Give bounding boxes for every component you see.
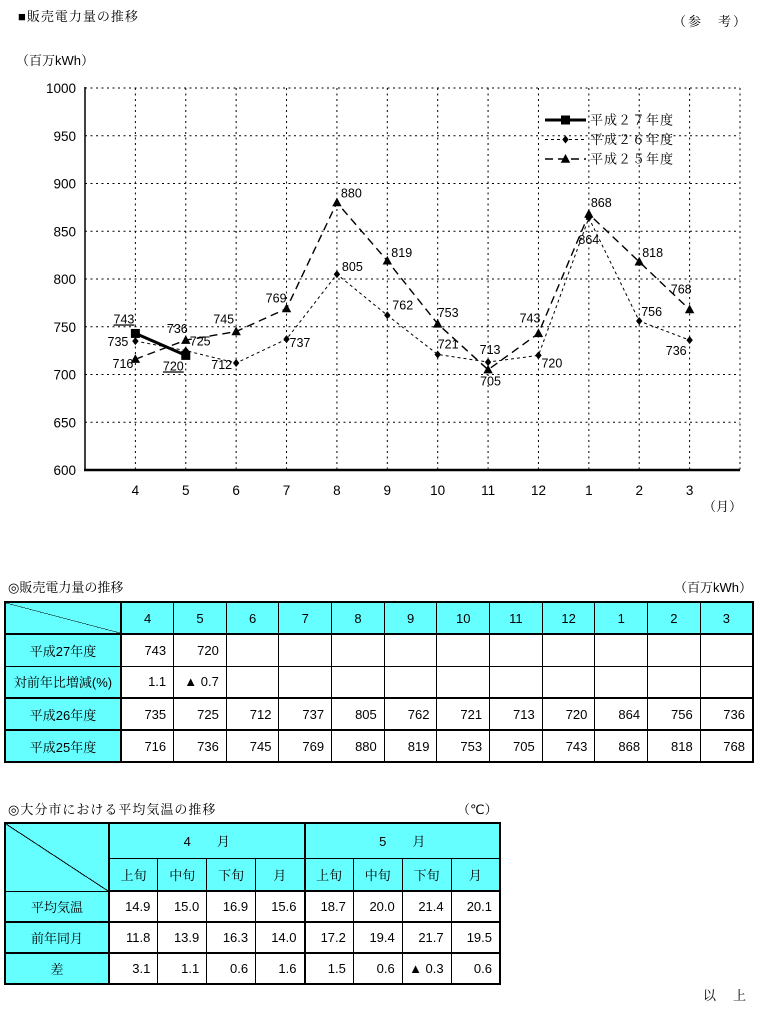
table2-sub-header: 中旬 bbox=[158, 858, 207, 891]
table1-cell bbox=[226, 634, 279, 666]
table2-sub-header: 月 bbox=[451, 858, 500, 891]
table2-row bbox=[5, 953, 500, 984]
table2-cell: 16.3 bbox=[207, 922, 256, 953]
table1-cell: 819 bbox=[384, 730, 437, 762]
table1-cell bbox=[490, 634, 543, 666]
diamond-marker bbox=[132, 337, 138, 345]
table1-header-row bbox=[5, 602, 753, 634]
table1-cell: 769 bbox=[279, 730, 332, 762]
table2-row bbox=[5, 891, 500, 922]
svg-text:753: 753 bbox=[437, 305, 459, 320]
table1-cell: 756 bbox=[648, 698, 701, 730]
reference-note: （参 考） bbox=[672, 14, 748, 29]
diamond-marker bbox=[686, 336, 692, 344]
table1-col-header: 10 bbox=[437, 602, 490, 634]
table2-cell: 11.8 bbox=[109, 922, 158, 953]
triangle-marker bbox=[534, 328, 543, 337]
table2-cell: ▲ 0.3 bbox=[402, 953, 451, 984]
table1-cell bbox=[595, 634, 648, 666]
table2-cell: 20.1 bbox=[451, 891, 500, 922]
svg-text:700: 700 bbox=[53, 367, 76, 383]
diamond-marker bbox=[233, 359, 239, 367]
triangle-marker bbox=[231, 327, 240, 336]
legend-item bbox=[545, 113, 674, 128]
table1-cell: 1.1 bbox=[121, 666, 174, 698]
table1-col-header: 3 bbox=[700, 602, 753, 634]
svg-text:743: 743 bbox=[113, 312, 135, 327]
table1-row-label: 対前年比増減(%) bbox=[5, 666, 121, 698]
table2-group-header-row bbox=[5, 823, 500, 858]
table2-cell: 14.0 bbox=[256, 922, 305, 953]
table1-cell: 720 bbox=[174, 634, 227, 666]
table2-sub-header: 下旬 bbox=[402, 858, 451, 891]
table1-cell bbox=[700, 666, 753, 698]
table1-cell: 736 bbox=[174, 730, 227, 762]
table1-cell bbox=[384, 666, 437, 698]
chart-unit-label: （百万kWh） bbox=[16, 53, 95, 68]
table1-cell bbox=[542, 666, 595, 698]
diamond-marker bbox=[434, 350, 440, 358]
table1-cell bbox=[595, 666, 648, 698]
table1-cell: 805 bbox=[332, 698, 385, 730]
svg-text:769: 769 bbox=[265, 291, 287, 306]
table2-cell: 0.6 bbox=[207, 953, 256, 984]
table1-col-header: 12 bbox=[542, 602, 595, 634]
table1-row-label: 平成26年度 bbox=[5, 698, 121, 730]
table1-cell bbox=[332, 666, 385, 698]
table2-cell: 19.4 bbox=[353, 922, 402, 953]
table1-col-header: 5 bbox=[174, 602, 227, 634]
table2-cell: 0.6 bbox=[353, 953, 402, 984]
table1-cell: 880 bbox=[332, 730, 385, 762]
legend-item bbox=[545, 132, 674, 147]
table1-cell: 818 bbox=[648, 730, 701, 762]
svg-text:600: 600 bbox=[53, 463, 76, 478]
svg-text:716: 716 bbox=[112, 357, 134, 372]
table1-row-label: 平成27年度 bbox=[5, 634, 121, 666]
table1-cell: ▲ 0.7 bbox=[174, 666, 227, 698]
table1-col-header: 9 bbox=[384, 602, 437, 634]
table2-cell: 14.9 bbox=[109, 891, 158, 922]
svg-text:11: 11 bbox=[481, 483, 496, 498]
triangle-marker bbox=[685, 305, 694, 314]
table1-cell: 720 bbox=[542, 698, 595, 730]
table1-cell bbox=[279, 634, 332, 666]
table1-cell: 713 bbox=[490, 698, 543, 730]
svg-text:800: 800 bbox=[53, 272, 76, 287]
diamond-marker bbox=[384, 311, 390, 319]
svg-text:平成２５年度: 平成２５年度 bbox=[590, 151, 675, 167]
table2-cell: 3.1 bbox=[109, 953, 158, 984]
svg-text:805: 805 bbox=[341, 260, 363, 275]
table1-cell: 716 bbox=[121, 730, 174, 762]
svg-text:762: 762 bbox=[392, 298, 414, 313]
table1-row bbox=[5, 634, 753, 666]
svg-text:950: 950 bbox=[53, 128, 76, 144]
table1-col-header: 11 bbox=[490, 602, 543, 634]
svg-text:768: 768 bbox=[670, 282, 692, 297]
svg-text:1000: 1000 bbox=[45, 81, 76, 96]
table1-unit-label: （百万kWh） bbox=[673, 580, 752, 595]
table2-cell: 0.6 bbox=[451, 953, 500, 984]
table1-cell: 735 bbox=[121, 698, 174, 730]
table1-cell bbox=[437, 634, 490, 666]
svg-text:平成２７年度: 平成２７年度 bbox=[590, 112, 675, 128]
table2-cell: 17.2 bbox=[305, 922, 354, 953]
svg-text:819: 819 bbox=[391, 245, 413, 260]
table1-col-header: 1 bbox=[595, 602, 648, 634]
table1-cell: 736 bbox=[700, 698, 753, 730]
table1-cell bbox=[226, 666, 279, 698]
table1-cell bbox=[384, 634, 437, 666]
svg-text:平成２６年度: 平成２６年度 bbox=[590, 132, 675, 147]
svg-text:713: 713 bbox=[479, 343, 501, 358]
table1-cell bbox=[648, 634, 701, 666]
legend-item bbox=[545, 152, 674, 167]
svg-text:650: 650 bbox=[53, 415, 76, 431]
table2-row-label: 差 bbox=[5, 953, 109, 984]
svg-text:（月）: （月） bbox=[703, 499, 743, 514]
svg-text:736: 736 bbox=[166, 322, 188, 337]
svg-text:743: 743 bbox=[519, 311, 541, 326]
table1-col-header: 2 bbox=[648, 602, 701, 634]
table2-row bbox=[5, 922, 500, 953]
table2-cell: 1.6 bbox=[256, 953, 305, 984]
table2-row-label: 前年同月 bbox=[5, 922, 109, 953]
table1-cell: 864 bbox=[595, 698, 648, 730]
table1-cell bbox=[332, 634, 385, 666]
electricity-sales-table bbox=[4, 601, 754, 763]
table1-cell bbox=[542, 634, 595, 666]
diamond-marker bbox=[334, 270, 340, 278]
square-marker bbox=[561, 116, 570, 125]
square-marker bbox=[131, 329, 140, 338]
table1-row bbox=[5, 666, 753, 698]
table2-sub-header: 上旬 bbox=[109, 858, 158, 891]
table1-cell: 743 bbox=[542, 730, 595, 762]
table1-cell bbox=[648, 666, 701, 698]
svg-text:8: 8 bbox=[333, 483, 341, 498]
table1-cell: 737 bbox=[279, 698, 332, 730]
svg-text:750: 750 bbox=[53, 319, 76, 335]
table2-row-label: 平均気温 bbox=[5, 891, 109, 922]
svg-text:721: 721 bbox=[437, 337, 459, 352]
table1-cell: 768 bbox=[700, 730, 753, 762]
svg-text:712: 712 bbox=[211, 358, 233, 373]
table2-cell: 16.9 bbox=[207, 891, 256, 922]
table1-cell: 712 bbox=[226, 698, 279, 730]
table2-title: ◎大分市における平均気温の推移 bbox=[8, 802, 217, 817]
svg-text:4: 4 bbox=[131, 483, 140, 498]
table1-row-label: 平成25年度 bbox=[5, 730, 121, 762]
svg-text:864: 864 bbox=[578, 232, 600, 247]
table1-col-header: 4 bbox=[121, 602, 174, 634]
table1-row bbox=[5, 698, 753, 730]
svg-text:880: 880 bbox=[340, 186, 362, 201]
table2-cell: 18.7 bbox=[305, 891, 354, 922]
table1-cell: 721 bbox=[437, 698, 490, 730]
svg-text:720: 720 bbox=[541, 356, 563, 371]
table2-unit-label: （℃） bbox=[457, 802, 498, 817]
table1-cell: 705 bbox=[490, 730, 543, 762]
table1-cell: 868 bbox=[595, 730, 648, 762]
svg-text:725: 725 bbox=[189, 334, 211, 349]
table2-month-group-header: 5 月 bbox=[305, 823, 501, 858]
svg-text:818: 818 bbox=[642, 245, 664, 260]
svg-text:6: 6 bbox=[232, 483, 240, 498]
svg-text:12: 12 bbox=[530, 483, 546, 498]
table1-row bbox=[5, 730, 753, 762]
table1-col-header: 8 bbox=[332, 602, 385, 634]
closing-note: 以 上 bbox=[702, 988, 748, 1003]
table1-cell bbox=[279, 666, 332, 698]
svg-text:2: 2 bbox=[635, 483, 643, 498]
table1-cell: 762 bbox=[384, 698, 437, 730]
table2-sub-header: 下旬 bbox=[207, 858, 256, 891]
diamond-marker bbox=[562, 136, 568, 144]
table1-cell bbox=[700, 634, 753, 666]
table2-corner-cell bbox=[5, 823, 109, 891]
table2-sub-header: 上旬 bbox=[305, 858, 354, 891]
svg-text:736: 736 bbox=[665, 344, 687, 359]
chart-title: ■販売電力量の推移 bbox=[18, 9, 139, 24]
table2-cell: 20.0 bbox=[353, 891, 402, 922]
table2-cell: 21.7 bbox=[402, 922, 451, 953]
table1-cell: 753 bbox=[437, 730, 490, 762]
table1-cell: 745 bbox=[226, 730, 279, 762]
svg-text:5: 5 bbox=[182, 483, 190, 498]
svg-text:1: 1 bbox=[585, 483, 593, 498]
svg-text:737: 737 bbox=[289, 336, 311, 351]
triangle-marker bbox=[584, 209, 593, 218]
table2-sub-header: 中旬 bbox=[353, 858, 402, 891]
table2-cell: 19.5 bbox=[451, 922, 500, 953]
table2-sub-header: 月 bbox=[256, 858, 305, 891]
table1-cell bbox=[490, 666, 543, 698]
table2-cell: 1.1 bbox=[158, 953, 207, 984]
table2-month-group-header: 4 月 bbox=[109, 823, 305, 858]
table2-cell: 21.4 bbox=[402, 891, 451, 922]
svg-text:756: 756 bbox=[641, 305, 663, 320]
svg-text:705: 705 bbox=[480, 374, 501, 389]
svg-text:3: 3 bbox=[685, 483, 694, 498]
table2-cell: 1.5 bbox=[305, 953, 354, 984]
temperature-table bbox=[4, 822, 501, 985]
table2-cell: 15.0 bbox=[158, 891, 207, 922]
svg-text:10: 10 bbox=[430, 483, 446, 498]
table1-col-header: 6 bbox=[226, 602, 279, 634]
svg-text:7: 7 bbox=[282, 483, 291, 498]
svg-text:745: 745 bbox=[213, 312, 235, 327]
table2-cell: 15.6 bbox=[256, 891, 305, 922]
svg-text:868: 868 bbox=[590, 196, 612, 211]
svg-text:9: 9 bbox=[383, 483, 392, 498]
table1-cell: 743 bbox=[121, 634, 174, 666]
table1-corner-cell bbox=[5, 602, 121, 634]
svg-text:735: 735 bbox=[107, 335, 129, 350]
table2-cell: 13.9 bbox=[158, 922, 207, 953]
svg-text:720: 720 bbox=[162, 359, 184, 374]
svg-text:850: 850 bbox=[53, 224, 76, 240]
table1-cell: 725 bbox=[174, 698, 227, 730]
table1-col-header: 7 bbox=[279, 602, 332, 634]
svg-text:900: 900 bbox=[53, 176, 76, 192]
table1-cell bbox=[437, 666, 490, 698]
table1-title: ◎販売電力量の推移 bbox=[8, 580, 124, 595]
